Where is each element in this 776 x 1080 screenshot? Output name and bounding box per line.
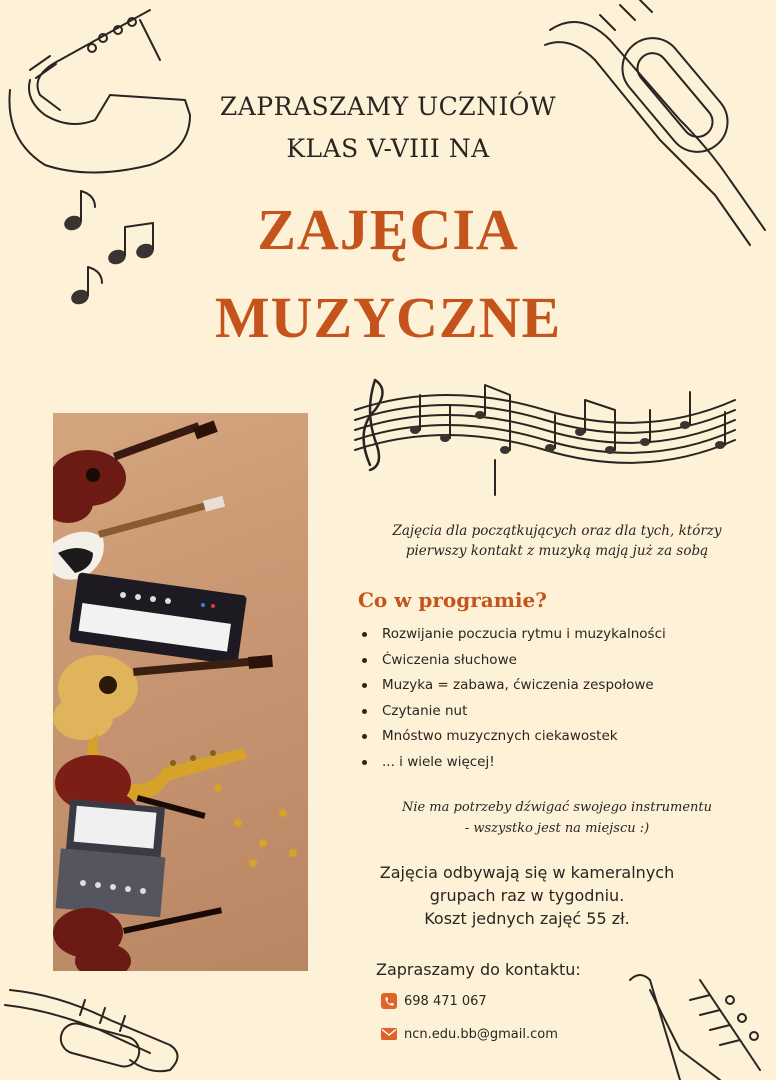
subtitle-line-2: pierwszy kontakt z muzyką mają już za sobą (405, 543, 709, 559)
saxophone-bottom-icon (620, 960, 776, 1080)
trumpet-bottom-icon (0, 975, 200, 1080)
subtitle-line-1: Zajęcia dla początkujących oraz dla tych, którzy (392, 523, 722, 539)
list-item: Mnóstwo muzycznych ciekawostek (358, 726, 666, 752)
schedule-line-3: Koszt jednych zajęć 55 zł. (424, 909, 630, 928)
gold-notes-icon (214, 784, 297, 867)
note-line-2: - wszystko jest na miejscu :) (464, 821, 650, 836)
list-item: Ćwiczenia słuchowe (358, 650, 666, 676)
title-line-2: MUZYCZNE (214, 285, 562, 350)
intro-line-2: KLAS V-VIII NA (286, 134, 490, 163)
contact-email[interactable] (381, 1026, 558, 1042)
title-line-1: ZAJĘCIA (257, 197, 519, 262)
contact-phone[interactable] (381, 993, 487, 1009)
contact-heading: Zapraszamy do kontaktu: (376, 960, 581, 979)
instrument-note (372, 797, 742, 839)
intro-heading (0, 86, 776, 170)
list-item: Muzyka = zabawa, ćwiczenia zespołowe (358, 675, 666, 701)
violin-bottom-icon (53, 907, 222, 971)
schedule-info (352, 861, 702, 930)
phone-icon (381, 993, 397, 1009)
envelope-icon (381, 1026, 397, 1042)
subtitle (372, 521, 742, 561)
page-title (0, 186, 776, 362)
note-line-1: Nie ma potrzeby dźwigać swojego instrumentu (401, 800, 713, 815)
music-staff-icon (345, 370, 745, 500)
list-item: ... i wiele więcej! (358, 752, 666, 778)
schedule-line-1: Zajęcia odbywają się w kameralnych (379, 863, 675, 882)
acoustic-guitar-icon (53, 655, 273, 740)
keyboard-icon (69, 572, 247, 665)
intro-line-1: ZAPRASZAMY UCZNIÓW (219, 92, 557, 121)
list-item: Czytanie nut (358, 701, 666, 727)
instruments-photo (53, 413, 308, 971)
list-item: Rozwijanie poczucia rytmu i muzykalności (358, 624, 666, 650)
instruments-illustration (53, 413, 308, 971)
email-address[interactable]: ncn.edu.bb@gmail.com (404, 1026, 558, 1042)
accordion-icon (56, 799, 166, 917)
schedule-line-2: grupach raz w tygodniu. (429, 886, 625, 905)
program-heading: Co w programie? (358, 588, 547, 612)
program-list (358, 624, 666, 777)
phone-number[interactable]: 698 471 067 (404, 993, 487, 1009)
